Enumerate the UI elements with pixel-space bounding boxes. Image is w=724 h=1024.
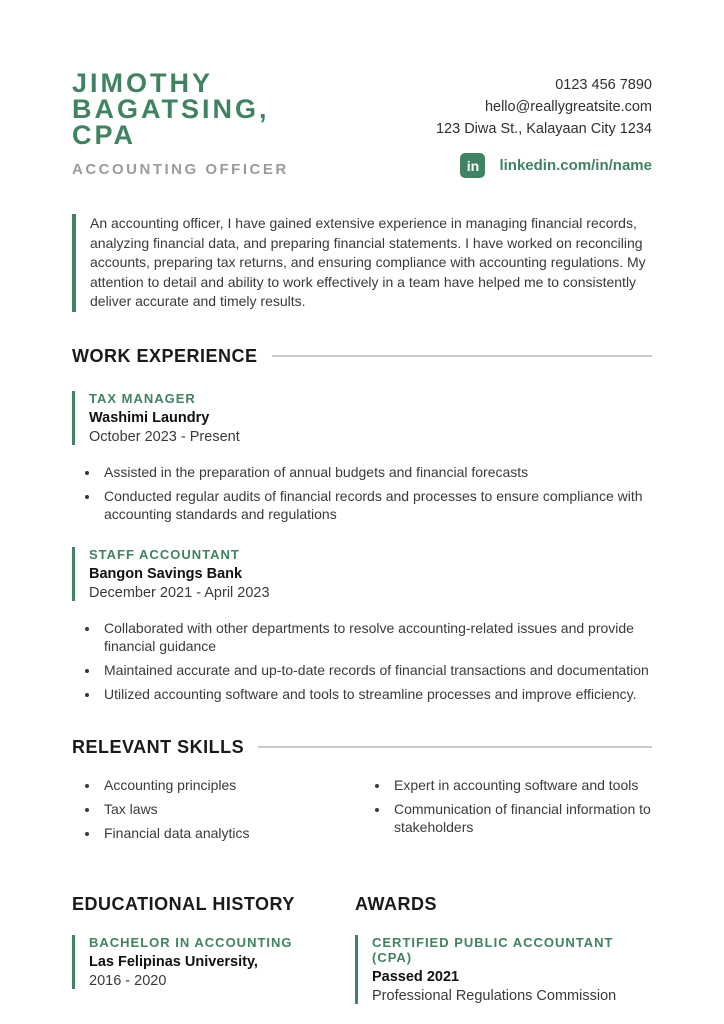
person-name xyxy=(72,70,289,148)
skill-item: • Expert in accounting software and tools xyxy=(390,776,652,794)
skills-list-left xyxy=(72,776,362,848)
job-dates: October 2023 - Present xyxy=(89,428,240,445)
job-dates: December 2021 - April 2023 xyxy=(89,584,270,601)
award-passed: Passed 2021 xyxy=(372,968,460,985)
job-entry-tax-manager xyxy=(72,391,652,445)
resume-page xyxy=(72,70,652,1004)
contact-email: hello@reallygreatsite.com xyxy=(484,99,652,115)
linkedin-icon: in xyxy=(460,153,485,178)
person-name-line: JIMOTHY xyxy=(72,68,214,98)
section-title-awards: AWARDS xyxy=(355,893,438,914)
contact-phone: 0123 456 7890 xyxy=(555,77,652,93)
section-divider xyxy=(258,746,652,748)
education-degree: BACHELOR IN ACCOUNTING xyxy=(89,934,293,950)
job-company: Bangon Savings Bank xyxy=(89,565,243,582)
skill-item: • Tax laws xyxy=(100,800,362,818)
bottom-columns xyxy=(72,894,652,1004)
linkedin-link[interactable]: linkedin.com/in/name xyxy=(499,157,652,174)
header-left xyxy=(72,70,289,178)
awards-column xyxy=(355,894,652,1004)
section-title-relevant-skills: RELEVANT SKILLS xyxy=(72,736,245,757)
education-column xyxy=(72,894,355,1004)
job-bullet: • Utilized accounting software and tools to streamline processes and improve efficiency. xyxy=(100,685,652,703)
award-name: CERTIFIED PUBLIC ACCOUNTANT (CPA) xyxy=(372,934,614,965)
skill-item: • Accounting principles xyxy=(100,776,362,794)
section-divider xyxy=(272,355,652,357)
header xyxy=(72,70,652,178)
person-name-line: BAGATSING, xyxy=(72,94,270,124)
job-role: TAX MANAGER xyxy=(89,390,196,406)
skill-item: • Communication of financial information to stakeholders xyxy=(390,800,652,836)
section-title-work-experience: WORK EXPERIENCE xyxy=(72,345,258,366)
award-org: Professional Regulations Commission xyxy=(372,987,617,1004)
job-bullet: • Collaborated with other departments to resolve accounting-related issues and provide financial guidance xyxy=(100,619,652,655)
linkedin-row xyxy=(436,153,652,178)
contact-block xyxy=(436,70,652,140)
person-name-line: CPA xyxy=(72,120,137,150)
skills-list-right xyxy=(362,776,652,848)
job-bullets-tax-manager xyxy=(72,463,652,523)
job-bullet: • Assisted in the preparation of annual budgets and financial forecasts xyxy=(100,463,652,481)
contact-address: 123 Diwa St., Kalayaan City 1234 xyxy=(435,121,652,137)
education-entry xyxy=(72,935,355,989)
header-right xyxy=(436,70,652,178)
section-title-educational-history: EDUCATIONAL HISTORY xyxy=(72,893,295,914)
education-dates: 2016 - 2020 xyxy=(89,972,167,989)
section-relevant-skills-header xyxy=(72,737,652,758)
person-job-title: ACCOUNTING OFFICER xyxy=(72,161,289,178)
section-work-experience-header xyxy=(72,346,652,367)
job-bullet: • Conducted regular audits of financial records and processes to ensure compliance with accounting standards and regulations xyxy=(100,487,652,523)
education-school: Las Felipinas University, xyxy=(89,953,258,970)
job-company: Washimi Laundry xyxy=(89,409,210,426)
award-entry xyxy=(355,935,652,1004)
job-bullet: • Maintained accurate and up-to-date records of financial transactions and documentation xyxy=(100,661,652,679)
job-bullets-staff-accountant xyxy=(72,619,652,703)
skills-columns xyxy=(72,760,652,848)
job-entry-staff-accountant xyxy=(72,547,652,601)
skill-item: • Financial data analytics xyxy=(100,824,362,842)
profile-summary: An accounting officer, I have gained extensive experience in managing financial records, analyzing financial data, and preparing financial statements. I have worked on reconciling accounts, preparing tax returns, and ensuring compliance with accounting regulations. My attention to detail and ability to work effectively in a team have helped me to consistently deliver accurate and timely results. xyxy=(72,214,652,312)
job-role: STAFF ACCOUNTANT xyxy=(89,546,240,562)
